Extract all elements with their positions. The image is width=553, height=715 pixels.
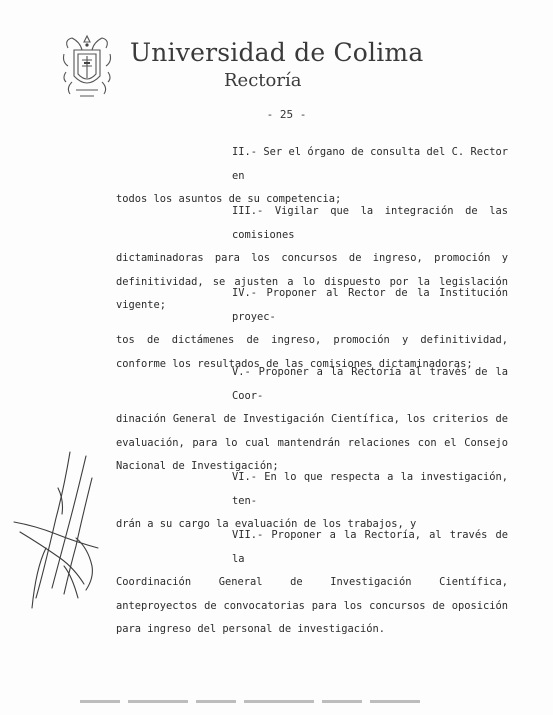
- paragraph-body: tos de dictámenes de ingreso, promoción y definitividad, conforme los resultados de las comisiones dictaminadoras;: [116, 334, 508, 370]
- paragraph-first-line: VII.- Proponer a la Rectoría, al través de la: [232, 529, 508, 565]
- paragraph-first-line: II.- Ser el órgano de consulta del C. Rector en: [232, 146, 508, 182]
- footer-scan-artifact: [80, 697, 420, 707]
- paragraph-body: dictaminadoras para los concursos de ingreso, promoción y definitividad, se ajusten a lo dispuesto por la legislación vigente;: [116, 252, 508, 311]
- handwritten-signature: [6, 448, 106, 618]
- university-name: Universidad de Colima: [130, 38, 424, 67]
- paragraph-body: drán a su cargo la evaluación de los trabajos, y: [116, 518, 417, 530]
- university-crest-logo: [58, 32, 116, 100]
- paragraph-body: Coordinación General de Investigación Científica, anteproyectos de convocatorias para los concursos de oposición para ingreso del personal de investigación.: [116, 576, 508, 635]
- paragraph-first-line: III.- Vigilar que la integración de las comisiones: [232, 205, 508, 241]
- paragraph-body: dinación General de Investigación Científica, los criterios de evaluación, para lo cual mantendrán relaciones con el Consejo Nacional de Investigación;: [116, 413, 508, 472]
- paragraph-first-line: IV.- Proponer al Rector de la Institución proyec-: [232, 287, 508, 323]
- paragraph-first-line: V.- Proponer a la Rectoría al través de la Coor-: [232, 366, 508, 402]
- paragraph-vii: [116, 524, 508, 642]
- office-title: Rectoría: [224, 70, 302, 91]
- paragraph-body: todos los asuntos de su competencia;: [116, 193, 342, 205]
- paragraph-first-line: VI.- En lo que respecta a la investigación, ten-: [232, 471, 508, 507]
- page-number: - 25 -: [266, 108, 307, 121]
- paragraph-v: [116, 361, 508, 479]
